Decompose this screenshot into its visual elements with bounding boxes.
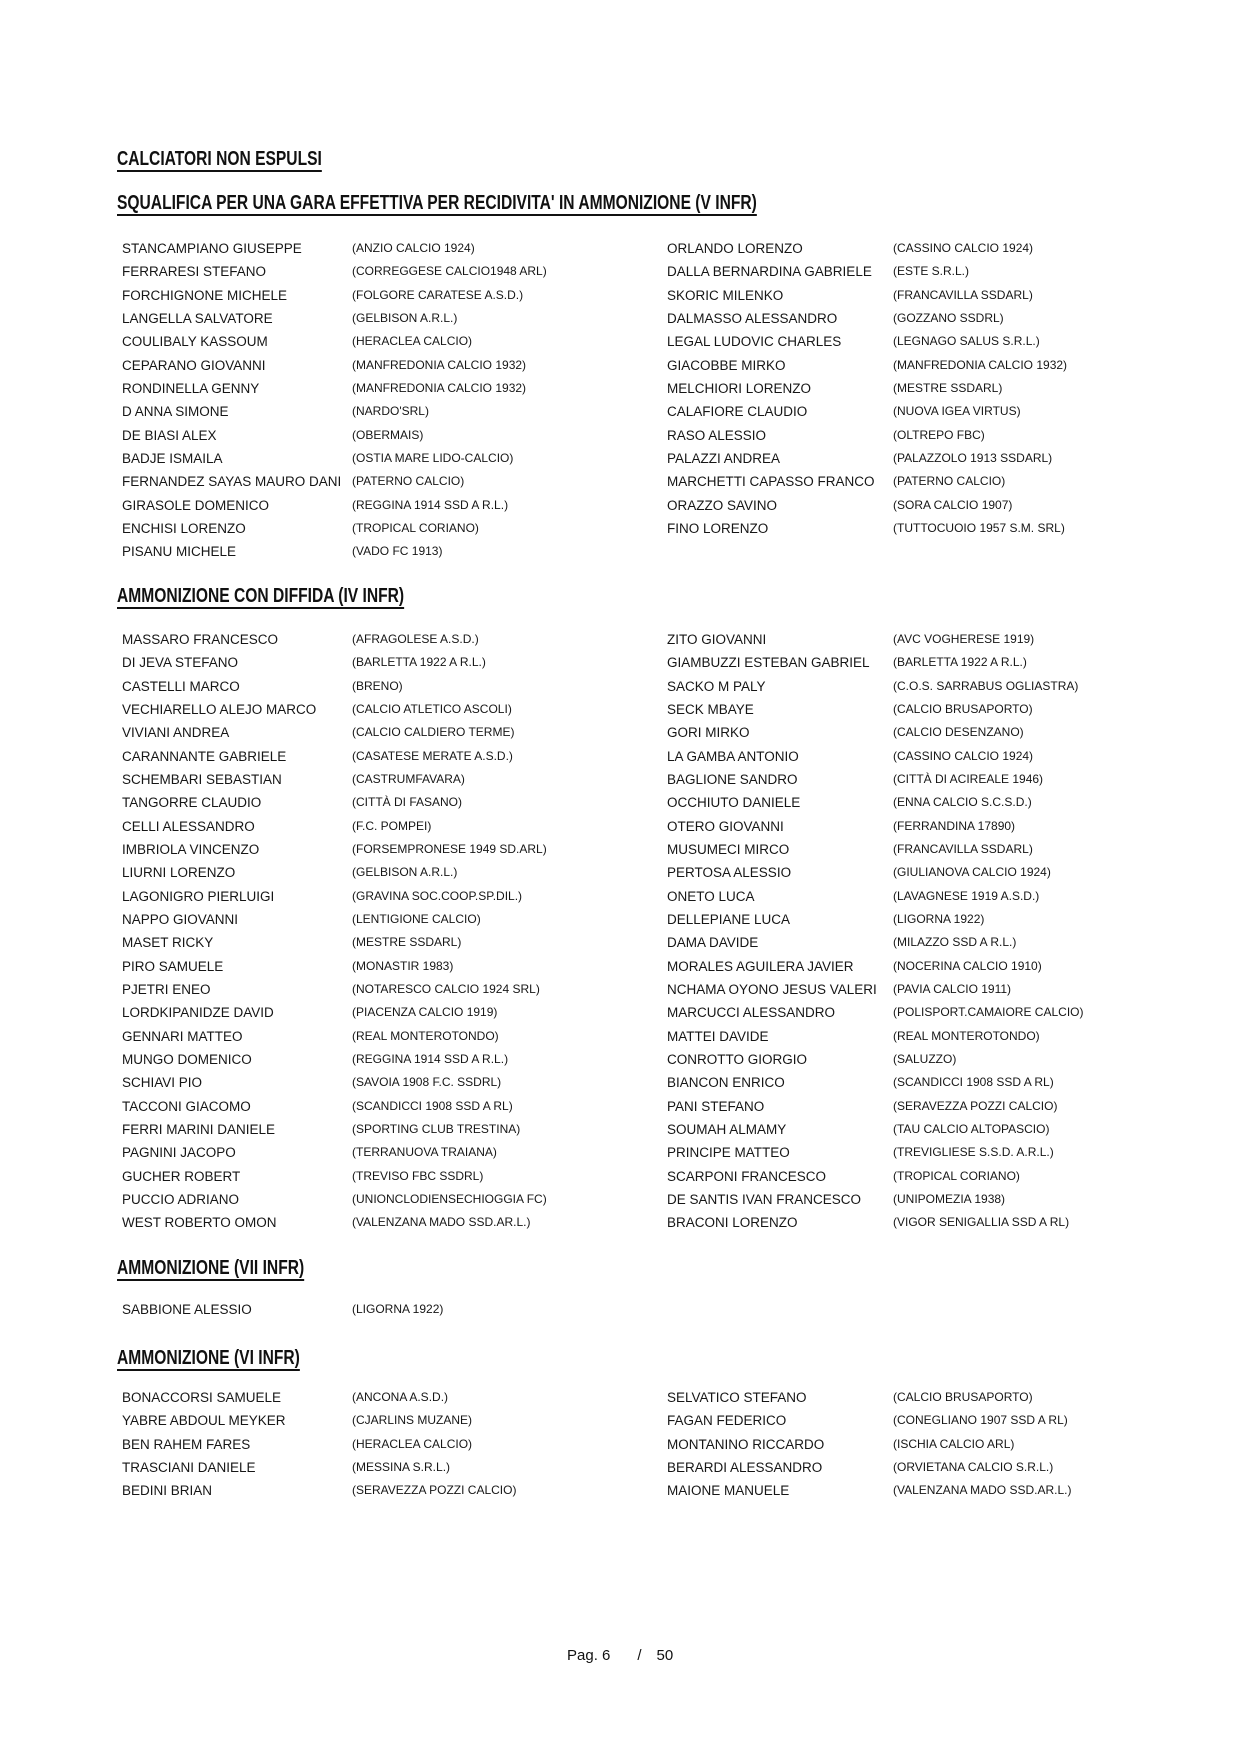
player-name: BEN RAHEM FARES <box>122 1436 251 1452</box>
player-name: CEPARANO GIOVANNI <box>122 357 266 373</box>
player-club: (NOCERINA CALCIO 1910) <box>893 958 1042 973</box>
player-club: (VALENZANA MADO SSD.AR.L.) <box>352 1215 531 1230</box>
player-name: PALAZZI ANDREA <box>667 450 781 466</box>
player-name: ORLANDO LORENZO <box>667 241 803 256</box>
player-name: PANI STEFANO <box>667 1098 765 1114</box>
player-club: (CORREGGESE CALCIO1948 ARL) <box>352 264 547 279</box>
player-name: NAPPO GIOVANNI <box>122 911 239 927</box>
player-club: (BRENO) <box>352 678 403 693</box>
player-name: D ANNA SIMONE <box>122 404 229 420</box>
player-name: BRACONI LORENZO <box>667 1215 798 1231</box>
player-club: (FERRANDINA 17890) <box>893 818 1016 833</box>
player-club: (BARLETTA 1922 A R.L.) <box>893 655 1027 670</box>
player-name: VIVIANI ANDREA <box>122 725 230 741</box>
player-club: (CASSINO CALCIO 1924) <box>893 241 1034 255</box>
section-list <box>122 1386 1071 1503</box>
player-name: LEGAL LUDOVIC CHARLES <box>667 334 842 350</box>
player-name: NCHAMA OYONO JESUS VALERI <box>667 981 877 997</box>
player-club: (SORA CALCIO 1907) <box>893 497 1013 512</box>
section-heading: AMMONIZIONE (VI INFR) <box>117 1347 300 1369</box>
player-club: (GRAVINA SOC.COOP.SP.DIL.) <box>352 888 523 903</box>
player-name: TACCONI GIACOMO <box>122 1098 251 1114</box>
player-club: (SAVOIA 1908 F.C. SSDRL) <box>352 1075 502 1090</box>
player-club: (CALCIO CALDIERO TERME) <box>352 725 515 740</box>
player-club: (GELBISON A.R.L.) <box>352 310 458 325</box>
player-club: (SCANDICCI 1908 SSD A RL) <box>893 1075 1054 1090</box>
player-name: LIURNI LORENZO <box>122 865 236 881</box>
player-name: MASET RICKY <box>122 935 214 951</box>
player-club: (REAL MONTEROTONDO) <box>893 1028 1040 1043</box>
player-name: VECHIARELLO ALEJO MARCO <box>122 701 317 717</box>
player-name: CASTELLI MARCO <box>122 678 240 694</box>
player-club: (LIGORNA 1922) <box>893 911 985 926</box>
player-name: MARCHETTI CAPASSO FRANCO <box>667 474 875 490</box>
player-name: COULIBALY KASSOUM <box>122 334 268 350</box>
player-name: MUSUMECI MIRCO <box>667 841 790 857</box>
player-club: (MANFREDONIA CALCIO 1932) <box>352 357 527 372</box>
player-name: BADJE ISMAILA <box>122 450 223 466</box>
player-club: (CASSINO CALCIO 1924) <box>893 748 1034 763</box>
player-club: (ENNA CALCIO S.C.S.D.) <box>893 795 1032 810</box>
player-name: SABBIONE ALESSIO <box>122 1302 252 1317</box>
player-name: MASSARO FRANCESCO <box>122 632 279 647</box>
player-club: (TUTTOCUOIO 1957 S.M. SRL) <box>893 520 1065 535</box>
player-club: (PATERNO CALCIO) <box>352 474 465 489</box>
player-club: (TERRANUOVA TRAIANA) <box>352 1145 497 1160</box>
player-club: (OLTREPO FBC) <box>893 427 985 442</box>
player-name: ONETO LUCA <box>667 888 755 904</box>
player-club: (LENTIGIONE CALCIO) <box>352 911 481 926</box>
player-club: (VALENZANA MADO SSD.AR.L.) <box>893 1483 1072 1498</box>
player-club: (CITTÀ DI FASANO) <box>352 795 463 810</box>
player-name: STANCAMPIANO GIUSEPPE <box>122 241 302 256</box>
player-name: BAGLIONE SANDRO <box>667 771 798 787</box>
player-name: FERNANDEZ SAYAS MAURO DANI <box>122 474 342 490</box>
player-name: FAGAN FEDERICO <box>667 1413 787 1429</box>
player-club: (SERAVEZZA POZZI CALCIO) <box>893 1098 1058 1113</box>
player-name: MUNGO DOMENICO <box>122 1051 252 1067</box>
player-name: SECK MBAYE <box>667 701 754 717</box>
player-name: SKORIC MILENKO <box>667 287 784 303</box>
footer-page-label: Pag. 6 <box>567 1647 611 1664</box>
player-name: SACKO M PALY <box>667 678 766 694</box>
player-name: LANGELLA SALVATORE <box>122 310 273 326</box>
player-name: BONACCORSI SAMUELE <box>122 1390 282 1405</box>
player-club: (CALCIO ATLETICO ASCOLI) <box>352 701 512 716</box>
player-name: LAGONIGRO PIERLUIGI <box>122 888 275 904</box>
player-name: CONROTTO GIORGIO <box>667 1051 808 1067</box>
player-name: BEDINI BRIAN <box>122 1483 213 1499</box>
player-club: (AFRAGOLESE A.S.D.) <box>352 632 479 646</box>
player-club: (FRANCAVILLA SSDARL) <box>893 287 1033 302</box>
player-name: BIANCON ENRICO <box>667 1075 785 1091</box>
page-title: CALCIATORI NON ESPULSI <box>117 148 322 170</box>
player-club: (UNIPOMEZIA 1938) <box>893 1191 1006 1206</box>
player-club: (SALUZZO) <box>893 1051 957 1066</box>
player-name: MAIONE MANUELE <box>667 1483 790 1499</box>
player-club: (FORSEMPRONESE 1949 SD.ARL) <box>352 841 547 856</box>
player-name: FORCHIGNONE MICHELE <box>122 287 288 303</box>
player-club: (CALCIO BRUSAPORTO) <box>893 1390 1033 1404</box>
player-name: PUCCIO ADRIANO <box>122 1191 240 1207</box>
footer-total-pages: 50 <box>656 1647 674 1664</box>
player-club: (TREVIGLIESE S.S.D. A.R.L.) <box>893 1145 1054 1160</box>
player-club: (TAU CALCIO ALTOPASCIO) <box>893 1121 1050 1136</box>
player-club: (SERAVEZZA POZZI CALCIO) <box>352 1483 517 1498</box>
player-club: (LAVAGNESE 1919 A.S.D.) <box>893 888 1040 903</box>
player-club: (BARLETTA 1922 A R.L.) <box>352 655 486 670</box>
player-name: WEST ROBERTO OMON <box>122 1215 277 1231</box>
player-name: PAGNINI JACOPO <box>122 1145 236 1161</box>
player-club: (MILAZZO SSD A R.L.) <box>893 935 1017 950</box>
player-club: (HERACLEA CALCIO) <box>352 1436 473 1451</box>
player-club: (POLISPORT.CAMAIORE CALCIO) <box>893 1005 1084 1020</box>
player-name: PRINCIPE MATTEO <box>667 1145 790 1161</box>
player-name: PJETRI ENEO <box>122 981 211 997</box>
player-club: (LIGORNA 1922) <box>352 1302 444 1316</box>
player-club: (OBERMAIS) <box>352 427 424 442</box>
player-club <box>893 540 1067 563</box>
player-club: (VADO FC 1913) <box>352 544 443 559</box>
player-name: MORALES AGUILERA JAVIER <box>667 958 854 974</box>
player-club: (ORVIETANA CALCIO S.R.L.) <box>893 1459 1054 1474</box>
player-club: (TROPICAL CORIANO) <box>893 1168 1020 1183</box>
player-club: (GELBISON A.R.L.) <box>352 865 458 880</box>
player-club: (LEGNAGO SALUS S.R.L.) <box>893 334 1040 349</box>
player-name: ORAZZO SAVINO <box>667 497 778 513</box>
player-club: (PIACENZA CALCIO 1919) <box>352 1005 498 1020</box>
player-club: (PATERNO CALCIO) <box>893 474 1006 489</box>
player-name: CARANNANTE GABRIELE <box>122 748 287 764</box>
player-club: (MESTRE SSDARL) <box>352 935 462 950</box>
player-club: (TREVISO FBC SSDRL) <box>352 1168 484 1183</box>
player-club: (AVC VOGHERESE 1919) <box>893 632 1035 646</box>
player-name: OTERO GIOVANNI <box>667 818 784 834</box>
player-club: (ANCONA A.S.D.) <box>352 1390 449 1404</box>
player-name: CELLI ALESSANDRO <box>122 818 255 834</box>
player-club: (VIGOR SENIGALLIA SSD A RL) <box>893 1215 1070 1230</box>
player-club: (CASTRUMFAVARA) <box>352 771 465 786</box>
player-name: BERARDI ALESSANDRO <box>667 1459 823 1475</box>
player-name: LA GAMBA ANTONIO <box>667 748 799 764</box>
player-club: (NUOVA IGEA VIRTUS) <box>893 404 1021 419</box>
player-name: GIAMBUZZI ESTEBAN GABRIEL <box>667 655 870 671</box>
player-club: (PAVIA CALCIO 1911) <box>893 981 1012 996</box>
player-club: (SPORTING CLUB TRESTINA) <box>352 1121 521 1136</box>
player-club: (NOTARESCO CALCIO 1924 SRL) <box>352 981 540 996</box>
player-name: MELCHIORI LORENZO <box>667 380 812 396</box>
player-name <box>667 540 893 563</box>
section-list <box>122 628 1083 1235</box>
player-name: PIRO SAMUELE <box>122 958 224 974</box>
player-name: SELVATICO STEFANO <box>667 1390 807 1405</box>
player-name: GORI MIRKO <box>667 725 750 741</box>
player-name: DALLA BERNARDINA GABRIELE <box>667 264 872 280</box>
player-name: SCHEMBARI SEBASTIAN <box>122 771 282 787</box>
player-club: (NARDO'SRL) <box>352 404 429 419</box>
player-name: DELLEPIANE LUCA <box>667 911 791 927</box>
player-name: GUCHER ROBERT <box>122 1168 241 1184</box>
player-club: (SCANDICCI 1908 SSD A RL) <box>352 1098 513 1113</box>
player-club: (FRANCAVILLA SSDARL) <box>893 841 1033 856</box>
player-name: GIRASOLE DOMENICO <box>122 497 270 513</box>
player-club: (REGGINA 1914 SSD A R.L.) <box>352 497 509 512</box>
player-club: (CASATESE MERATE A.S.D.) <box>352 748 513 763</box>
player-name: ENCHISI LORENZO <box>122 520 246 536</box>
player-club: (MONASTIR 1983) <box>352 958 454 973</box>
player-club: (CJARLINS MUZANE) <box>352 1413 473 1428</box>
player-name: GENNARI MATTEO <box>122 1028 243 1044</box>
player-name: DE SANTIS IVAN FRANCESCO <box>667 1191 862 1207</box>
player-club: (MESSINA S.R.L.) <box>352 1459 451 1474</box>
section-heading: SQUALIFICA PER UNA GARA EFFETTIVA PER RECIDIVITA' IN AMMONIZIONE (V INFR) <box>117 192 757 214</box>
player-club: (GIULIANOVA CALCIO 1924) <box>893 865 1051 880</box>
player-name: CALAFIORE CLAUDIO <box>667 404 808 420</box>
player-club: (OSTIA MARE LIDO-CALCIO) <box>352 450 514 465</box>
player-name: FERRI MARINI DANIELE <box>122 1121 276 1137</box>
section-heading: AMMONIZIONE (VII INFR) <box>117 1257 305 1279</box>
player-club: (MESTRE SSDARL) <box>893 380 1003 395</box>
player-name: RONDINELLA GENNY <box>122 380 260 396</box>
player-name: FERRARESI STEFANO <box>122 264 267 280</box>
player-name: DALMASSO ALESSANDRO <box>667 310 838 326</box>
player-name: YABRE ABDOUL MEYKER <box>122 1413 286 1429</box>
player-club: (ISCHIA CALCIO ARL) <box>893 1436 1015 1451</box>
section-list <box>122 237 1067 564</box>
player-club: (MANFREDONIA CALCIO 1932) <box>352 380 527 395</box>
player-club: (GOZZANO SSDRL) <box>893 310 1004 325</box>
player-name: SCHIAVI PIO <box>122 1075 203 1091</box>
player-club: (REAL MONTEROTONDO) <box>352 1028 499 1043</box>
player-name: RASO ALESSIO <box>667 427 767 443</box>
player-name: IMBRIOLA VINCENZO <box>122 841 260 857</box>
player-name: LORDKIPANIDZE DAVID <box>122 1005 274 1021</box>
player-club: (REGGINA 1914 SSD A R.L.) <box>352 1051 509 1066</box>
player-name: OCCHIUTO DANIELE <box>667 795 801 811</box>
player-name: MATTEI DAVIDE <box>667 1028 769 1044</box>
player-name <box>667 1298 893 1321</box>
player-club: (HERACLEA CALCIO) <box>352 334 473 349</box>
player-club: (CALCIO BRUSAPORTO) <box>893 701 1033 716</box>
player-name: TRASCIANI DANIELE <box>122 1459 256 1475</box>
player-club: (ANZIO CALCIO 1924) <box>352 241 475 255</box>
player-name: DI JEVA STEFANO <box>122 655 239 671</box>
player-name: FINO LORENZO <box>667 520 769 536</box>
player-club: (UNIONCLODIENSECHIOGGIA FC) <box>352 1191 547 1206</box>
player-name: GIACOBBE MIRKO <box>667 357 786 373</box>
player-club: (PALAZZOLO 1913 SSDARL) <box>893 450 1053 465</box>
player-club: (TROPICAL CORIANO) <box>352 520 479 535</box>
player-name: MONTANINO RICCARDO <box>667 1436 825 1452</box>
player-name: SCARPONI FRANCESCO <box>667 1168 827 1184</box>
player-name: TANGORRE CLAUDIO <box>122 795 262 811</box>
player-club: (CALCIO DESENZANO) <box>893 725 1024 740</box>
section-list <box>122 1298 893 1321</box>
player-club: (MANFREDONIA CALCIO 1932) <box>893 357 1068 372</box>
player-name: MARCUCCI ALESSANDRO <box>667 1005 836 1021</box>
player-club: (CITTÀ DI ACIREALE 1946) <box>893 771 1044 786</box>
player-club: (CONEGLIANO 1907 SSD A RL) <box>893 1413 1068 1428</box>
player-name: ZITO GIOVANNI <box>667 632 767 647</box>
player-club: (ESTE S.R.L.) <box>893 264 970 279</box>
player-name: PERTOSA ALESSIO <box>667 865 792 881</box>
page-footer <box>567 1647 673 1664</box>
player-club: (F.C. POMPEI) <box>352 818 432 833</box>
player-name: SOUMAH ALMAMY <box>667 1121 787 1137</box>
player-club: (FOLGORE CARATESE A.S.D.) <box>352 287 524 302</box>
player-name: DAMA DAVIDE <box>667 935 759 951</box>
player-name: DE BIASI ALEX <box>122 427 217 443</box>
player-club: (C.O.S. SARRABUS OGLIASTRA) <box>893 678 1079 693</box>
player-name: PISANU MICHELE <box>122 544 237 560</box>
section-heading: AMMONIZIONE CON DIFFIDA (IV INFR) <box>117 585 405 607</box>
footer-separator: / <box>637 1647 642 1664</box>
